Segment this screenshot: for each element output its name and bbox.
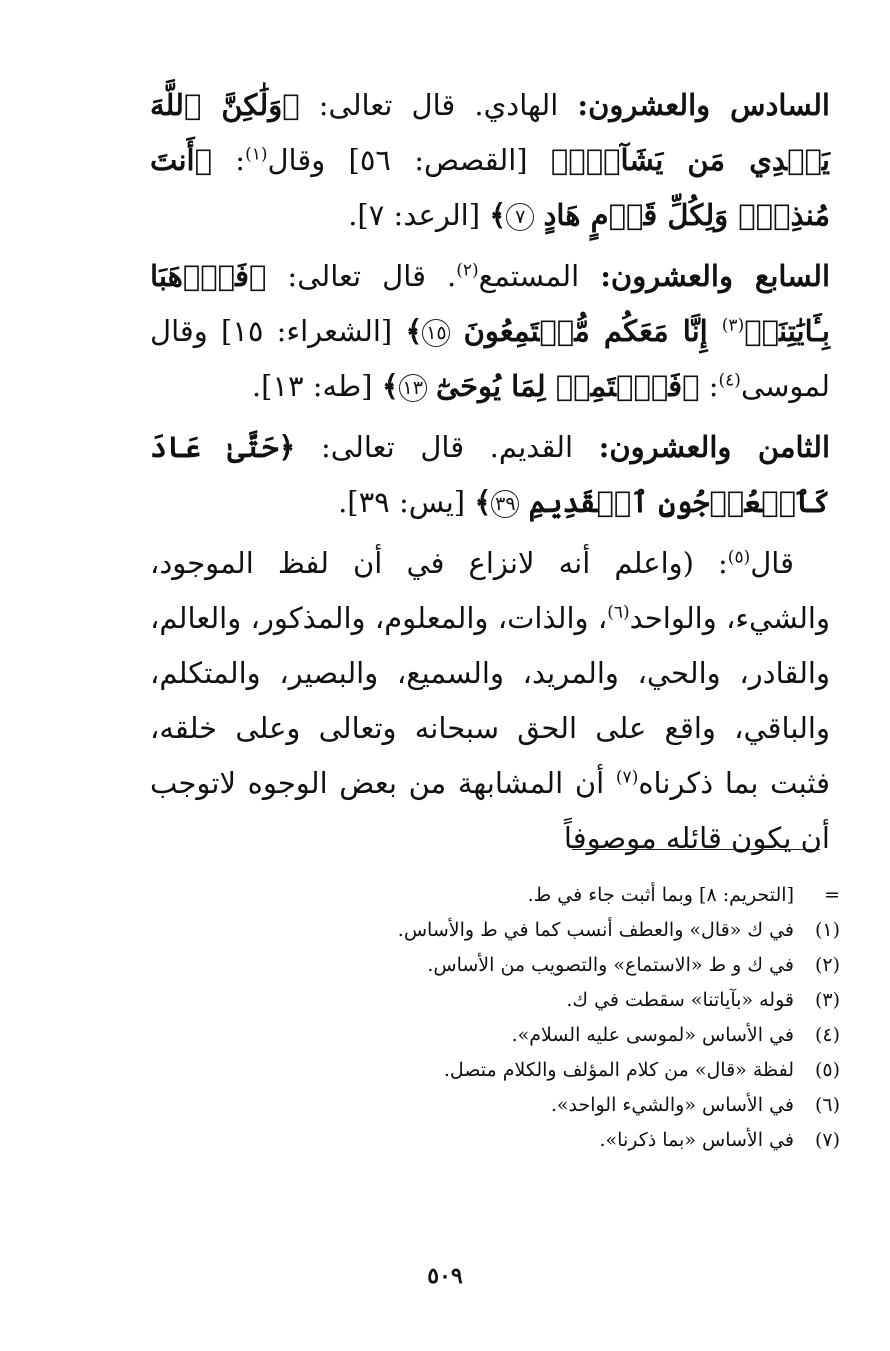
quran-verse: ﴿أَنتَ مُنذِرٞۖ وَلِكُلِّ قَوۡمٍ هَادٍ — [150, 143, 830, 232]
text-run: المستمع — [478, 259, 601, 293]
ornate-bracket: ﴾ — [489, 198, 507, 232]
footnote-text: [التحريم: ٨] وبما أثبت جاء في ط. — [527, 884, 794, 906]
text-run: قال — [750, 546, 794, 580]
footnote-number: (٦) — [814, 1094, 840, 1116]
footnote-number: (٣) — [814, 989, 840, 1011]
footnote-text: في ك «قال» والعطف أنسب كما في ط والأساس. — [397, 919, 794, 941]
text-run: [طه: ١٣]. — [251, 369, 382, 403]
footnote-item — [220, 983, 840, 1018]
paragraph-quote — [150, 536, 830, 866]
continuation-mark: = — [824, 884, 840, 906]
footnote-ref[interactable]: (٣) — [721, 315, 745, 336]
quran-verse: إِنَّا مَعَكُم مُّسۡتَمِعُونَ — [463, 314, 722, 348]
paragraph-26 — [150, 78, 830, 243]
text-run: . قال تعالى: — [266, 259, 457, 293]
footnote-text: في ك و ط «الاستماع» والتصويب من الأساس. — [427, 954, 794, 976]
section-heading: الثامن والعشرون: — [598, 430, 831, 464]
text-run: [يس: ٣٩]. — [338, 485, 475, 519]
ornate-bracket: ﴾ — [474, 485, 492, 519]
text-run: : — [699, 369, 719, 403]
footnote-item — [220, 1018, 840, 1053]
paragraph-27 — [150, 249, 830, 414]
quran-verse: ﴿فَٱذۡهَبَا بِـَٔايَٰتِنَآۖ — [150, 259, 830, 348]
footnote-ref[interactable]: (٥) — [727, 547, 751, 568]
main-text — [150, 78, 830, 872]
ayah-number-icon: ٣٩ — [491, 490, 519, 518]
quran-verse: ﴿حَتَّىٰ عَادَ كَٱلۡعُرۡجُونِ ٱلۡقَدِيمِ — [150, 430, 830, 519]
text-run: [القصص: ٥٦] وقال — [267, 143, 551, 177]
footnote-text: في الأساس «بما ذكرنا». — [599, 1129, 794, 1151]
quran-verse: ﴿فَٱسۡتَمِعۡ لِمَا يُوحَىٰٓ — [435, 369, 700, 403]
page-number: ٥٠٩ — [427, 1263, 463, 1289]
text-run: : — [212, 143, 246, 177]
ornate-bracket: ﴾ — [381, 369, 399, 403]
text-run: ، والذات، والمعلوم، والمذكور، والعالم، والقادر، والحي، والمريد، والسميع، والبصير، والمتكلم، والباقي، واقع على الحق سبحانه وتعالى وعلى خلقه، فثبت بما ذكرناه — [150, 601, 831, 800]
footnote-item — [220, 1123, 840, 1158]
footnote-ref[interactable]: (٦) — [607, 602, 630, 623]
text-run: [الرعد: ٧]. — [348, 198, 490, 232]
text-run: القديم. قال تعالى: — [295, 430, 599, 464]
ayah-number-icon: ١٥ — [422, 319, 450, 347]
footnote-text: قوله «بآياتنا» سقطت في ك. — [566, 989, 794, 1011]
footnote-text: لفظة «قال» من كلام المؤلف والكلام متصل. — [443, 1059, 794, 1081]
text-run: [الشعراء: ١٥] وقال لموسى — [150, 314, 830, 403]
footnote-divider — [572, 849, 820, 850]
footnote-text: في الأساس «لموسى عليه السلام». — [511, 1024, 794, 1046]
text-run: أن المشابهة من بعض الوجوه لاتوجب أن يكون قائله موصوفاً — [150, 766, 830, 855]
footnote-ref[interactable]: (٤) — [718, 370, 741, 391]
footnote-item — [220, 1088, 840, 1123]
footnote-number: (٢) — [814, 954, 840, 976]
ornate-bracket: ﴾ — [405, 314, 423, 348]
ayah-number-icon: ٧ — [506, 203, 534, 231]
footnote-number: (٧) — [814, 1129, 840, 1151]
ayah-number-icon: ١٣ — [399, 374, 427, 402]
section-heading: السادس والعشرون: — [577, 88, 830, 122]
footnote-ref[interactable]: (٧) — [615, 767, 639, 788]
footnote-number: (١) — [814, 919, 840, 941]
footnote-item — [220, 948, 840, 983]
footnote-number: (٤) — [814, 1024, 840, 1046]
paragraph-28 — [150, 420, 830, 530]
footnote-ref[interactable]: (١) — [245, 144, 268, 165]
footnote-item — [220, 913, 840, 948]
text-run: الهادي. قال تعالى: — [299, 88, 578, 122]
footnote-text: في الأساس «والشيء الواحد». — [550, 1094, 794, 1116]
footnote-item — [220, 1053, 840, 1088]
text-run: : (واعلم أنه لانزاع في أن لفظ الموجود، والشيء، والواحد — [150, 546, 830, 635]
footnote-number: (٥) — [814, 1059, 840, 1081]
footnote-ref[interactable]: (٢) — [456, 260, 479, 281]
footnote-continued — [220, 878, 840, 913]
section-heading: السابع والعشرون: — [600, 259, 830, 293]
footnotes — [220, 878, 840, 1158]
quran-verse: ﴿وَلَٰكِنَّ ٱللَّهَ يَهۡدِي مَن يَشَآءُۚ﴾ — [150, 88, 830, 177]
